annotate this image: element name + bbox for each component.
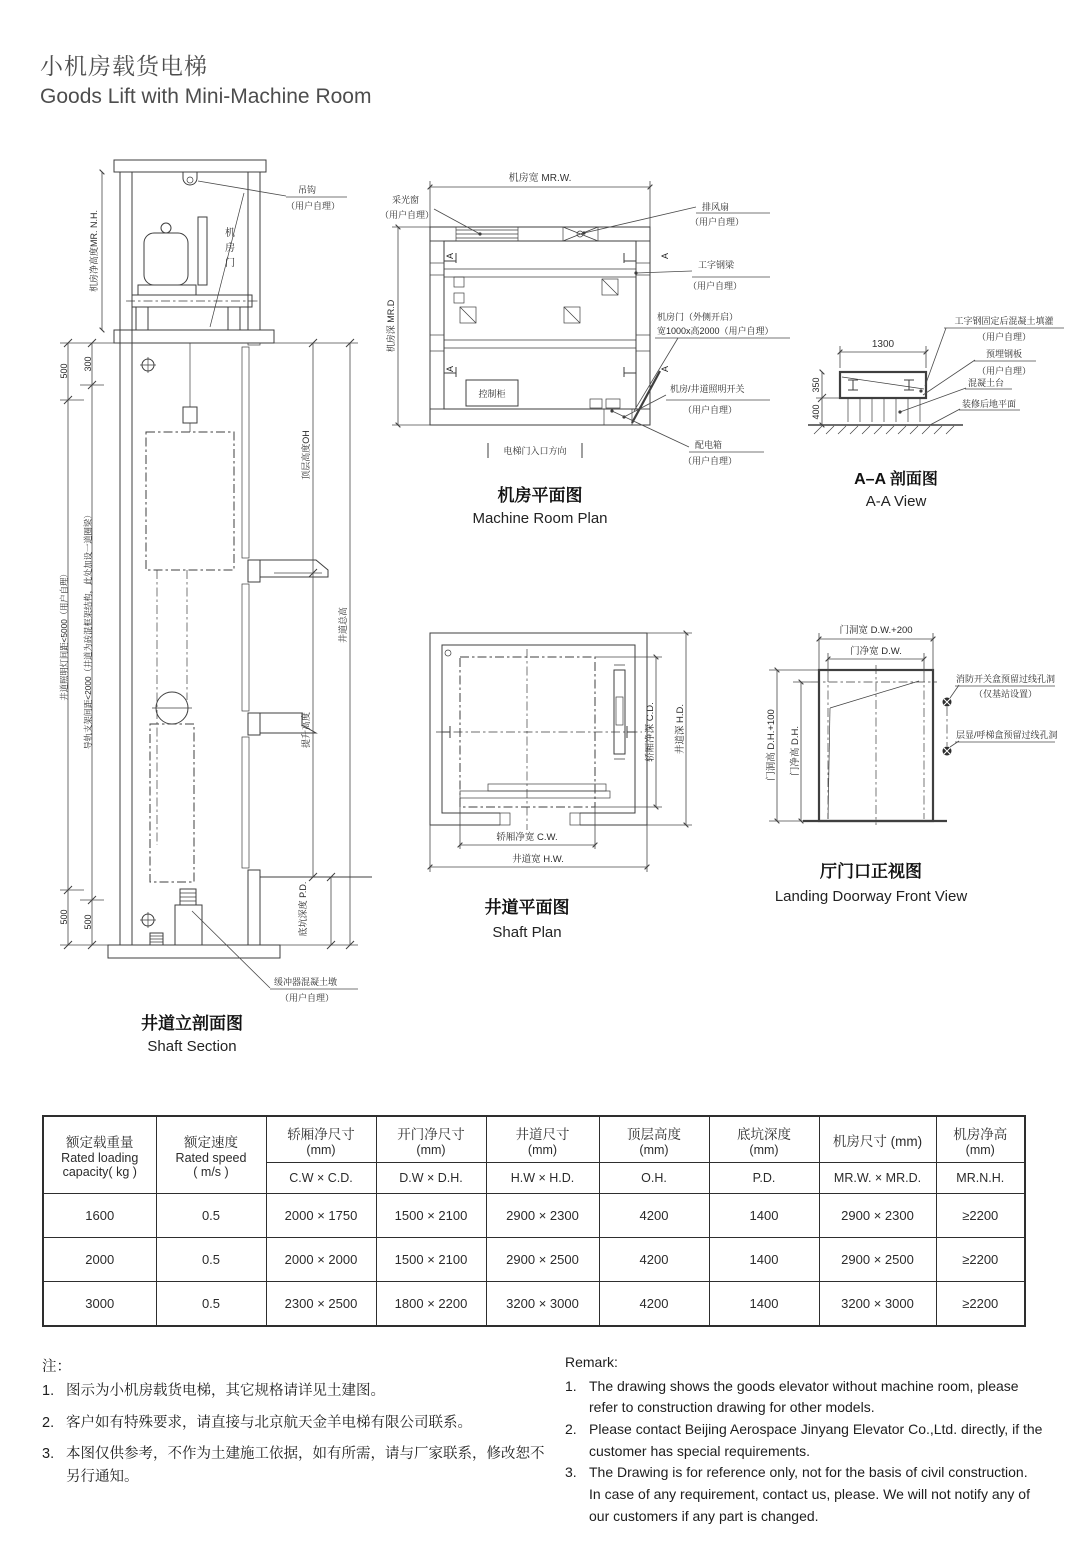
machine-room-plan-drawing bbox=[378, 165, 808, 530]
cell: 2300 × 2500 bbox=[266, 1282, 376, 1327]
concrete-fill-label: 工字钢固定后混凝土填灌 bbox=[954, 316, 1054, 326]
section-marks bbox=[444, 253, 636, 377]
pit-depth-label: 底坑深度 P.D. bbox=[298, 881, 308, 937]
aa-title-zh: A–A 剖面图 bbox=[854, 471, 938, 488]
light-switch-note: （用户自理） bbox=[683, 405, 738, 415]
note-num: 2. bbox=[42, 1414, 55, 1431]
exhaust-fan-note: （用户自理） bbox=[690, 217, 745, 227]
col6-zh: 顶层高度 bbox=[627, 1126, 681, 1142]
dim-500-bottom-1: 500 bbox=[59, 909, 69, 925]
dim-500-bottom-2: 500 bbox=[83, 914, 93, 930]
floor-level-label: 装修后地平面 bbox=[962, 399, 1017, 409]
col-header-capacity bbox=[43, 1116, 156, 1194]
landing-door-frames bbox=[242, 347, 249, 868]
mr-depth-dim-label: 机房深 MR.D bbox=[386, 299, 396, 353]
aa-dim-400: 400 bbox=[811, 404, 821, 420]
aa-dim-350: 350 bbox=[811, 377, 821, 393]
cell: 2900 × 2300 bbox=[819, 1194, 936, 1238]
shaft-section-title-zh: 井道立剖面图 bbox=[141, 1014, 243, 1033]
cell: 1600 bbox=[43, 1194, 156, 1238]
aa-title-en: A-A View bbox=[865, 493, 927, 510]
ld-frame bbox=[803, 665, 947, 825]
col7-unit: (mm) bbox=[749, 1142, 779, 1157]
hook-label: 吊钩 bbox=[298, 185, 317, 195]
sp-car bbox=[436, 649, 642, 830]
section-mark-a4: A bbox=[660, 365, 670, 373]
note-text: The Drawing is for reference only, not for the basis of civil construction. In case of any requirement, contact us, please. We will not notify any of our customers if any part is changed. bbox=[589, 1464, 1030, 1524]
light-switch-label: 机房/井道照明开关 bbox=[670, 384, 745, 394]
col2-en: Rated speed bbox=[175, 1151, 247, 1165]
col4-unit: (mm) bbox=[416, 1142, 446, 1157]
car-and-counterweight bbox=[146, 343, 234, 882]
cell: 2900 × 2500 bbox=[486, 1238, 599, 1282]
col5-zh: 井道尺寸 bbox=[515, 1126, 570, 1142]
right-dimensions bbox=[260, 339, 372, 949]
dim-500-top: 500 bbox=[59, 363, 69, 379]
cell: ≥2200 bbox=[936, 1282, 1025, 1327]
col8-zh: 机房尺寸 (mm) bbox=[832, 1133, 923, 1149]
col-header-mr-height bbox=[936, 1116, 1025, 1163]
section-mark-a2: A bbox=[660, 252, 670, 260]
call-box-label: 层显/呼梯盒预留过线孔洞 bbox=[956, 730, 1058, 740]
note-num: 3. bbox=[42, 1446, 55, 1463]
hook-label-note: （用户自理） bbox=[286, 201, 341, 211]
aa-leaders bbox=[900, 328, 1064, 425]
col9-sub: MR.N.H. bbox=[936, 1163, 1025, 1194]
col5-sub: H.W × H.D. bbox=[486, 1163, 599, 1194]
mr-door-label: 机房门（外侧开启） bbox=[657, 312, 739, 322]
exhaust-fan-icon bbox=[563, 227, 598, 241]
shaft-light bbox=[445, 650, 451, 656]
travel-height-label: 提升高度 bbox=[301, 711, 311, 749]
daylight-window-label: 采光窗 bbox=[392, 195, 420, 205]
mrp-beams bbox=[444, 269, 636, 348]
col2-zh: 额定速度 bbox=[184, 1135, 238, 1150]
cell: 1400 bbox=[709, 1238, 819, 1282]
cell: 4200 bbox=[599, 1238, 709, 1282]
power-box-label: 配电箱 bbox=[695, 440, 723, 450]
entrance-direction-label: 电梯门入口方向 bbox=[503, 446, 567, 456]
cell: ≥2200 bbox=[936, 1194, 1025, 1238]
col-header-shaft-size bbox=[486, 1116, 599, 1163]
aa-beam bbox=[808, 372, 963, 434]
shaft-depth-label: 井道深 H.D. bbox=[675, 703, 686, 755]
table-row bbox=[43, 1282, 1025, 1327]
cell: 4200 bbox=[599, 1282, 709, 1327]
note-text: Please contact Beijing Aerospace Jinyang Elevator Co.,Ltd. directly, if the customer has special requirements. bbox=[589, 1421, 1043, 1459]
cell: 1500 × 2100 bbox=[376, 1238, 486, 1282]
shaft-plan-drawing bbox=[400, 615, 750, 955]
note-text: 图示为小机房载货电梯，其它规格请详见土建图。 bbox=[66, 1383, 385, 1400]
cell: 3200 × 3000 bbox=[486, 1282, 599, 1327]
note-en-2 bbox=[565, 1419, 1043, 1462]
notes-en-heading: Remark: bbox=[565, 1354, 618, 1370]
cell: 0.5 bbox=[156, 1238, 266, 1282]
page-title-en: Goods Lift with Mini-Machine Room bbox=[40, 85, 372, 108]
embedded-plate-label: 预埋钢板 bbox=[985, 349, 1023, 359]
cell: 1400 bbox=[709, 1282, 819, 1327]
shaft-width-label: 井道宽 H.W. bbox=[512, 854, 564, 865]
col4-sub: D.W × D.H. bbox=[376, 1163, 486, 1194]
col5-unit: (mm) bbox=[527, 1142, 558, 1157]
car-width-label: 轿厢净宽 C.W. bbox=[496, 832, 558, 843]
concrete-fill-note: （用户自理） bbox=[976, 332, 1032, 342]
cell: 0.5 bbox=[156, 1194, 266, 1238]
notes-zh-heading: 注： bbox=[42, 1359, 71, 1375]
door-width-label: 门净宽 D.W. bbox=[850, 646, 902, 657]
opening-width-label: 门洞宽 D.W.+200 bbox=[839, 625, 913, 636]
machine-room-door-label: 机房门 bbox=[222, 227, 234, 272]
notes-zh bbox=[42, 1356, 547, 1497]
note-text: The drawing shows the goods elevator without machine room, please refer to construction drawing for other models. bbox=[589, 1377, 1019, 1416]
cell: 2000 × 1750 bbox=[266, 1194, 376, 1238]
ld-title-zh: 厅门口正视图 bbox=[820, 862, 922, 881]
note-text: 本图仅供参考，不作为土建施工依据，如有所需，请与厂家联系，修改恕不另行通知。 bbox=[66, 1446, 545, 1485]
col3-unit: (mm) bbox=[306, 1142, 336, 1157]
mr-door-size: 宽1000x高2000（用户自理） bbox=[657, 326, 774, 336]
fire-switch-label: 消防开关盒预留过线孔洞 bbox=[956, 674, 1056, 684]
mrp-walls bbox=[430, 227, 660, 425]
daylight-window-note: （用户自理） bbox=[380, 210, 435, 220]
shaft-section-title-en: Shaft Section bbox=[147, 1038, 237, 1055]
col4-zh: 开门净尺寸 bbox=[397, 1126, 465, 1142]
cell: 0.5 bbox=[156, 1282, 266, 1327]
concrete-platform-label: 混凝土台 bbox=[968, 378, 1005, 388]
shaft-total-height-label: 井道总高 bbox=[338, 606, 348, 644]
col2-unit: ( m/s ) bbox=[193, 1165, 229, 1179]
note-num: 3. bbox=[565, 1464, 577, 1481]
power-box-note: （用户自理） bbox=[683, 456, 738, 466]
spec-table bbox=[42, 1115, 1026, 1327]
note-zh-1 bbox=[42, 1380, 547, 1402]
col7-zh: 底坑深度 bbox=[737, 1126, 791, 1142]
col-header-door-size bbox=[376, 1116, 486, 1163]
col3-zh: 轿厢净尺寸 bbox=[287, 1126, 355, 1142]
cell: 3000 bbox=[43, 1282, 156, 1327]
opening-height-label: 门洞高 D.H.+100 bbox=[766, 709, 777, 781]
cell: ≥2200 bbox=[936, 1238, 1025, 1282]
col1-unit: capacity( kg ) bbox=[62, 1165, 137, 1179]
guide-rail-right bbox=[627, 726, 635, 738]
control-cabinet-label: 控制柜 bbox=[478, 389, 506, 399]
sp-title-zh: 井道平面图 bbox=[484, 898, 570, 917]
mrp-title-zh: 机房平面图 bbox=[497, 486, 583, 505]
col8-sub: MR.W. × MR.D. bbox=[819, 1163, 936, 1194]
note-zh-3 bbox=[42, 1443, 547, 1488]
col-header-pit bbox=[709, 1116, 819, 1163]
shaft-lighting-label: 井道照明灯间距<5000（用户自理） bbox=[59, 569, 69, 701]
steel-beam-label: 工字钢梁 bbox=[698, 260, 735, 270]
note-zh-2 bbox=[42, 1412, 547, 1434]
rail-bracket-label: 导轨支架间距<2000（井道为砖混框架结构，此处加设一道圈梁） bbox=[83, 510, 93, 750]
col3-sub: C.W × C.D. bbox=[266, 1163, 376, 1194]
aa-view-drawing bbox=[808, 300, 1067, 530]
aa-dim-1300: 1300 bbox=[871, 339, 895, 350]
cell: 3200 × 3000 bbox=[819, 1282, 936, 1327]
top-floor-height-label: 顶层高度OH bbox=[301, 430, 311, 480]
guide-rail-left bbox=[442, 726, 450, 738]
cell: 4200 bbox=[599, 1194, 709, 1238]
note-num: 2. bbox=[565, 1421, 577, 1438]
cell: 2000 bbox=[43, 1238, 156, 1282]
door-height-label: 门净高 D.H. bbox=[790, 725, 801, 777]
sp-title-en: Shaft Plan bbox=[492, 924, 562, 941]
cell: 2900 × 2300 bbox=[486, 1194, 599, 1238]
car-depth-label: 轿厢净深 C.D. bbox=[645, 702, 656, 762]
steel-beam-note: （用户自理） bbox=[688, 281, 743, 291]
fire-switch-note: （仅基站设置） bbox=[974, 689, 1038, 699]
mr-net-height-label: 机房净高度MR. N.H. bbox=[89, 210, 99, 292]
landing-doorway-drawing bbox=[755, 615, 1067, 915]
traction-machine bbox=[126, 193, 258, 330]
ld-title-en: Landing Doorway Front View bbox=[774, 888, 968, 905]
section-mark-a3: A bbox=[445, 365, 455, 373]
cell: 1800 × 2200 bbox=[376, 1282, 486, 1327]
hoist-hook bbox=[183, 172, 347, 197]
page-title-zh: 小机房载货电梯 bbox=[40, 53, 208, 79]
col6-unit: (mm) bbox=[639, 1142, 669, 1157]
embedded-plate-note: （用户自理） bbox=[976, 366, 1032, 376]
spec-table-wrapper bbox=[42, 1115, 1026, 1327]
col-header-mr-size bbox=[819, 1116, 936, 1163]
mr-width-dim-label: 机房宽 MR.W. bbox=[508, 173, 572, 184]
notes-en bbox=[565, 1352, 1043, 1528]
shaft-section-drawing bbox=[40, 155, 385, 1060]
note-en-3 bbox=[565, 1462, 1043, 1527]
cell: 2000 × 2000 bbox=[266, 1238, 376, 1282]
col9-zh: 机房净高 bbox=[953, 1126, 1008, 1142]
mrp-title-en: Machine Room Plan bbox=[472, 510, 608, 527]
shaft-walls bbox=[108, 160, 328, 958]
col9-unit: (mm) bbox=[965, 1142, 995, 1157]
daylight-window bbox=[456, 230, 518, 238]
note-num: 1. bbox=[565, 1377, 577, 1394]
dim-300-top: 300 bbox=[83, 356, 93, 372]
col-header-car-size bbox=[266, 1116, 376, 1163]
table-row bbox=[43, 1238, 1025, 1282]
note-text: 客户如有特殊要求，请直接与北京航天金羊电梯有限公司联系。 bbox=[66, 1414, 472, 1431]
cell: 2900 × 2500 bbox=[819, 1238, 936, 1282]
col-header-overhead bbox=[599, 1116, 709, 1163]
section-mark-a1: A bbox=[445, 252, 455, 260]
col7-sub: P.D. bbox=[709, 1163, 819, 1194]
col1-zh: 额定载重量 bbox=[66, 1135, 134, 1150]
col-header-speed bbox=[156, 1116, 266, 1194]
note-en-1 bbox=[565, 1376, 1043, 1419]
cell: 1400 bbox=[709, 1194, 819, 1238]
table-row bbox=[43, 1194, 1025, 1238]
cell: 1500 × 2100 bbox=[376, 1194, 486, 1238]
buffer-label: 缓冲器混凝土墩 bbox=[274, 977, 338, 987]
col1-en: Rated loading bbox=[61, 1151, 139, 1165]
buffer-label-note: （用户自理） bbox=[280, 993, 335, 1003]
page-header bbox=[40, 48, 371, 109]
col6-sub: O.H. bbox=[599, 1163, 709, 1194]
exhaust-fan-label: 排风扇 bbox=[702, 202, 730, 212]
note-num: 1. bbox=[42, 1383, 55, 1400]
